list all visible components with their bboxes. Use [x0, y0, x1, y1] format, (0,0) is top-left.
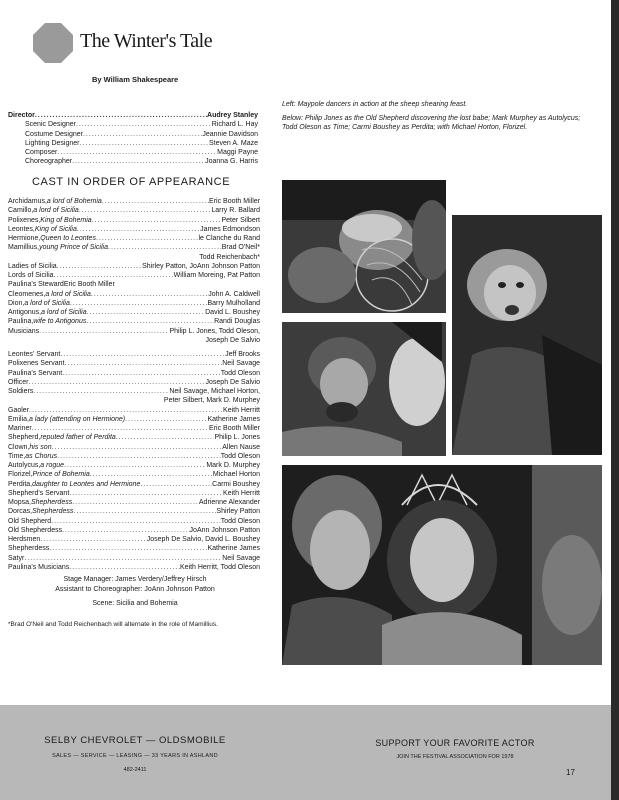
- cast-actor: Brad O'Neil*: [221, 244, 260, 252]
- cast-actor: Barry Mulholland: [207, 299, 260, 307]
- cast-role: Polixenes,: [8, 216, 41, 224]
- cast-row: [8, 299, 260, 308]
- cast-role: Archidamus,: [8, 198, 47, 205]
- cast-role: Old Shepherdess: [8, 526, 63, 534]
- scene-setting: Scene: Sicilia and Bohemia: [92, 600, 178, 607]
- credit-role: Choreographer: [25, 158, 73, 166]
- credit-name: Audrey Stanley: [207, 112, 258, 119]
- cast-actor: Mark D. Murphey: [206, 462, 260, 469]
- cast-role: Satyr: [8, 554, 25, 562]
- cast-role: Leontes,: [8, 225, 35, 233]
- credit-row: [8, 130, 258, 139]
- cast-row: [8, 406, 260, 415]
- cast-actor: John A. Caldwell: [208, 290, 260, 298]
- cast-actor: Todd Oleson: [220, 517, 260, 525]
- cast-role-qualifier: a lord of Sicilia: [24, 299, 70, 307]
- cast-role-qualifier: wife to Antigonus: [33, 318, 87, 326]
- credit-name: Joanna G. Harris: [205, 158, 258, 166]
- photo-old-shepherd: [282, 180, 446, 313]
- cast-role: Perdita,: [8, 480, 33, 488]
- cast-role-qualifier: King of Sicilia: [34, 225, 77, 233]
- cast-role: Herdsmen: [8, 536, 41, 543]
- cast-actor: Shirley Patton: [216, 508, 260, 516]
- cast-role-qualifier: a lady (attending on Hermione): [29, 415, 126, 423]
- cast-role-qualifier: reputed father of Perdita: [40, 434, 116, 442]
- cast-role-qualifier: King of Bohemia: [40, 216, 92, 224]
- cast-role: Paulina's Servant: [8, 369, 63, 377]
- cast-actor: Keith Herritt, Todd Oleson: [179, 563, 260, 571]
- cast-row: [8, 327, 260, 336]
- cast-row: [8, 554, 260, 563]
- cast-role: Shepherdess: [8, 545, 50, 553]
- cast-role: Time,: [8, 452, 26, 460]
- cast-role: Dorcas,: [8, 508, 33, 516]
- cast-role: Mopsa,: [8, 499, 31, 506]
- cast-actor: Katherine James: [207, 545, 260, 553]
- credit-role: Director: [8, 112, 35, 119]
- ad-left-phone: 482-2411: [123, 767, 147, 773]
- cast-row: [8, 369, 260, 378]
- cast-role: Ladies of Sicilia: [8, 262, 57, 270]
- caption-left: Left: Maypole dancers in action at the sheep shearing feast.: [282, 101, 468, 108]
- cast-actor: Michael Horton: [212, 471, 260, 479]
- cast-actor: William Moreing, Pat Patton: [173, 272, 260, 279]
- cast-role: Mamillius,: [8, 244, 40, 252]
- credit-name: Jeannie Davidson: [202, 130, 258, 138]
- page-number: 17: [566, 768, 575, 777]
- credit-name: Steven A. Maze: [208, 139, 258, 147]
- cast-role-qualifier: Shepherdess: [32, 508, 74, 516]
- cast-actor: Neil Savage, Michael Horton,: [169, 388, 260, 395]
- cast-role-qualifier: a lord of Bohemia: [46, 198, 102, 205]
- credit-row: [8, 120, 258, 129]
- cast-row: [8, 535, 260, 544]
- ad-right-subtitle: JOIN THE FESTIVAL ASSOCIATION FOR 1978: [396, 754, 514, 760]
- cast-role-qualifier: Prince of Bohemia: [32, 471, 90, 479]
- cast-row: [8, 489, 260, 498]
- cast-row: [8, 206, 260, 215]
- cast-row: [8, 359, 260, 368]
- cast-row: [8, 470, 260, 479]
- cast-role-qualifier: Queen to Leontes: [40, 235, 96, 242]
- stage-credits: [0, 575, 270, 609]
- cast-actor-continued: Todd Reichenbach*: [199, 253, 260, 261]
- cast-role-qualifier: a lord of Sicilia: [41, 309, 87, 316]
- ad-right-title: SUPPORT YOUR FAVORITE ACTOR: [375, 738, 535, 748]
- page-title: The Winter's Tale: [80, 30, 213, 52]
- cast-actor: Keith Herritt: [223, 406, 260, 414]
- cast-actor-continued: Peter Silbert, Mark D. Murphey: [163, 397, 260, 405]
- cast-role: Old Shepherd: [8, 517, 52, 525]
- photo-captions: [282, 100, 592, 137]
- cast-actor: le Clanche du Rand: [198, 235, 260, 242]
- credit-row: [8, 111, 258, 120]
- cast-role: Antigonus,: [8, 309, 42, 316]
- cast-actor: Shirley Patton, JoAnn Johnson Patton: [142, 262, 260, 270]
- cast-actor: Keith Herritt: [223, 489, 260, 497]
- cast-role: Lords of Sicilia: [8, 272, 54, 279]
- cast-row: [8, 225, 260, 234]
- stage-manager: Stage Manager: James Verdery/Jeffrey Hirsch: [63, 576, 207, 583]
- cast-role: Hermione,: [8, 235, 41, 242]
- cast-actor: Eric Booth Miller: [63, 281, 115, 289]
- cast-actor: Neil Savage: [222, 360, 260, 368]
- cast-row: [8, 415, 260, 424]
- cast-row: [8, 378, 260, 387]
- cast-actor: Larry R. Ballard: [211, 207, 260, 215]
- cast-role-qualifier: young Prince of Sicilia: [39, 244, 108, 252]
- cast-actor: Adrienne Alexander: [198, 499, 260, 506]
- cast-actor: Philip L. Jones, Todd Oleson,: [169, 327, 260, 335]
- cast-role: Officer: [8, 378, 29, 386]
- cast-row: [8, 271, 260, 280]
- cast-actor-continued: Joseph De Salvio: [205, 336, 260, 344]
- cast-role-qualifier: Shepherdess: [30, 499, 73, 506]
- cast-row: [8, 480, 260, 489]
- cast-role: Florizel,: [8, 471, 33, 479]
- cast-actor: Carmi Boushey: [212, 480, 260, 488]
- cast-row: [8, 526, 260, 535]
- cast-row: [8, 350, 260, 359]
- cast-heading: CAST IN ORDER OF APPEARANCE: [32, 176, 231, 188]
- credit-role: Lighting Designer: [25, 139, 80, 147]
- cast-role: Shepherd,: [8, 434, 41, 442]
- cast-row: [8, 387, 260, 396]
- cast-role: Paulina,: [8, 318, 34, 326]
- cast-role: Cleomenes,: [8, 290, 46, 298]
- ad-left-subtitle: SALES — SERVICE — LEASING — 33 YEARS IN ASHLAND: [52, 753, 218, 759]
- cast-actor: Todd Oleson: [220, 452, 260, 460]
- cast-actor: Randi Douglas: [214, 318, 260, 326]
- cast-row: [8, 290, 260, 299]
- cast-actor: Allen Nause: [222, 443, 260, 451]
- credit-name: Maggi Payne: [217, 149, 258, 157]
- cast-row: [8, 216, 260, 225]
- cast-actor: Katherine James: [207, 415, 260, 423]
- credit-role: Composer: [25, 149, 58, 157]
- octagon-logo-icon: [33, 23, 73, 63]
- cast-role: Soldiers: [8, 388, 34, 395]
- photo-autolycus: [452, 215, 602, 455]
- credit-row: [8, 148, 258, 157]
- cast-row: [8, 507, 260, 516]
- cast-row: [8, 262, 260, 271]
- cast-actor: Todd Oleson: [220, 369, 260, 377]
- cast-role: Shepherd's Servant: [8, 489, 70, 497]
- cast-row: [8, 433, 260, 442]
- cast-row: [8, 308, 260, 317]
- cast-role: Leontes' Servant: [8, 351, 61, 358]
- cast-role: Emilia,: [8, 415, 30, 423]
- cast-row: [8, 563, 260, 572]
- byline: By William Shakespeare: [92, 75, 179, 84]
- cast-actor: Jeff Brooks: [225, 351, 260, 358]
- cast-row: [8, 443, 260, 452]
- photo-florizel-perdita: [282, 465, 602, 665]
- cast-role: Dion,: [8, 299, 25, 307]
- ad-selby-chevrolet: [35, 735, 235, 773]
- caption-below: Below: Philip Jones as the Old Shepherd discovering the lost babe; Mark Murphey as Autolycus; Todd Oleson as Time; Carmi Boushey as Perdita; with Michael Horton, Florizel.: [282, 114, 581, 131]
- cast-row: [8, 243, 260, 252]
- cast-actor: James Edmondson: [200, 225, 260, 233]
- cast-role: Gaoler: [8, 406, 30, 414]
- cast-row: [8, 317, 260, 326]
- cast-role: Musicians: [8, 327, 40, 335]
- cast-row: [8, 544, 260, 553]
- cast-row: [8, 424, 260, 433]
- credit-role: Costume Designer: [25, 130, 83, 138]
- cast-actor: Joseph De Salvio, David L. Boushey: [146, 536, 260, 543]
- cast-role-qualifier: a rogue: [40, 462, 65, 469]
- cast-role-qualifier: his son: [29, 443, 52, 451]
- cast-row: [8, 517, 260, 526]
- cast-actor: JoAnn Johnson Patton: [189, 526, 260, 534]
- page-edge: [611, 0, 619, 800]
- cast-role: Autolycus,: [8, 462, 41, 469]
- cast-actor: Eric Booth Miller: [209, 198, 260, 205]
- cast-actor: Peter Silbert: [221, 216, 260, 224]
- cast-role: Camillo,: [8, 207, 34, 215]
- cast-actor: Joseph De Salvio: [205, 378, 260, 386]
- cast-role: Clown,: [8, 443, 30, 451]
- cast-actor: Neil Savage: [222, 554, 260, 562]
- cast-role-qualifier: a lord of Sicilia: [33, 207, 79, 215]
- cast-row: [8, 280, 260, 289]
- assistant-choreographer: Assistant to Choreographer: JoAnn Johnson Patton: [55, 586, 215, 593]
- cast-role-qualifier: as Chorus: [25, 452, 58, 460]
- cast-list: [8, 197, 260, 572]
- ad-left-title: SELBY CHEVROLET — OLDSMOBILE: [44, 735, 226, 746]
- cast-row: [8, 461, 260, 470]
- production-credits: [8, 111, 258, 167]
- cast-role-qualifier: a lord of Sicilia: [45, 290, 91, 298]
- cast-row: [8, 197, 260, 206]
- credit-row: [8, 157, 258, 166]
- credit-row: [8, 139, 258, 148]
- credit-name: Richard L. Hay: [211, 121, 258, 129]
- cast-role-qualifier: daughter to Leontes and Hermione: [32, 480, 141, 488]
- cast-actor: Philip L. Jones: [214, 434, 260, 442]
- ad-festival-association: [340, 738, 570, 760]
- cast-actor: David L. Boushey: [205, 309, 260, 316]
- cast-role: Paulina's Steward: [8, 281, 64, 289]
- cast-row: [8, 498, 260, 507]
- cast-role: Paulina's Musicians: [8, 563, 70, 571]
- footnote: *Brad O'Neil and Todd Reichenbach will alternate in the role of Mamillius.: [8, 621, 218, 628]
- cast-row: [8, 234, 260, 243]
- credit-role: Scenic Designer: [25, 121, 76, 129]
- photo-maypole-dancers: [282, 322, 446, 456]
- cast-row: [8, 452, 260, 461]
- cast-actor: Eric Booth Miller: [209, 425, 260, 432]
- cast-role: Polixenes Servant: [8, 360, 65, 368]
- cast-role: Mariner: [8, 425, 32, 432]
